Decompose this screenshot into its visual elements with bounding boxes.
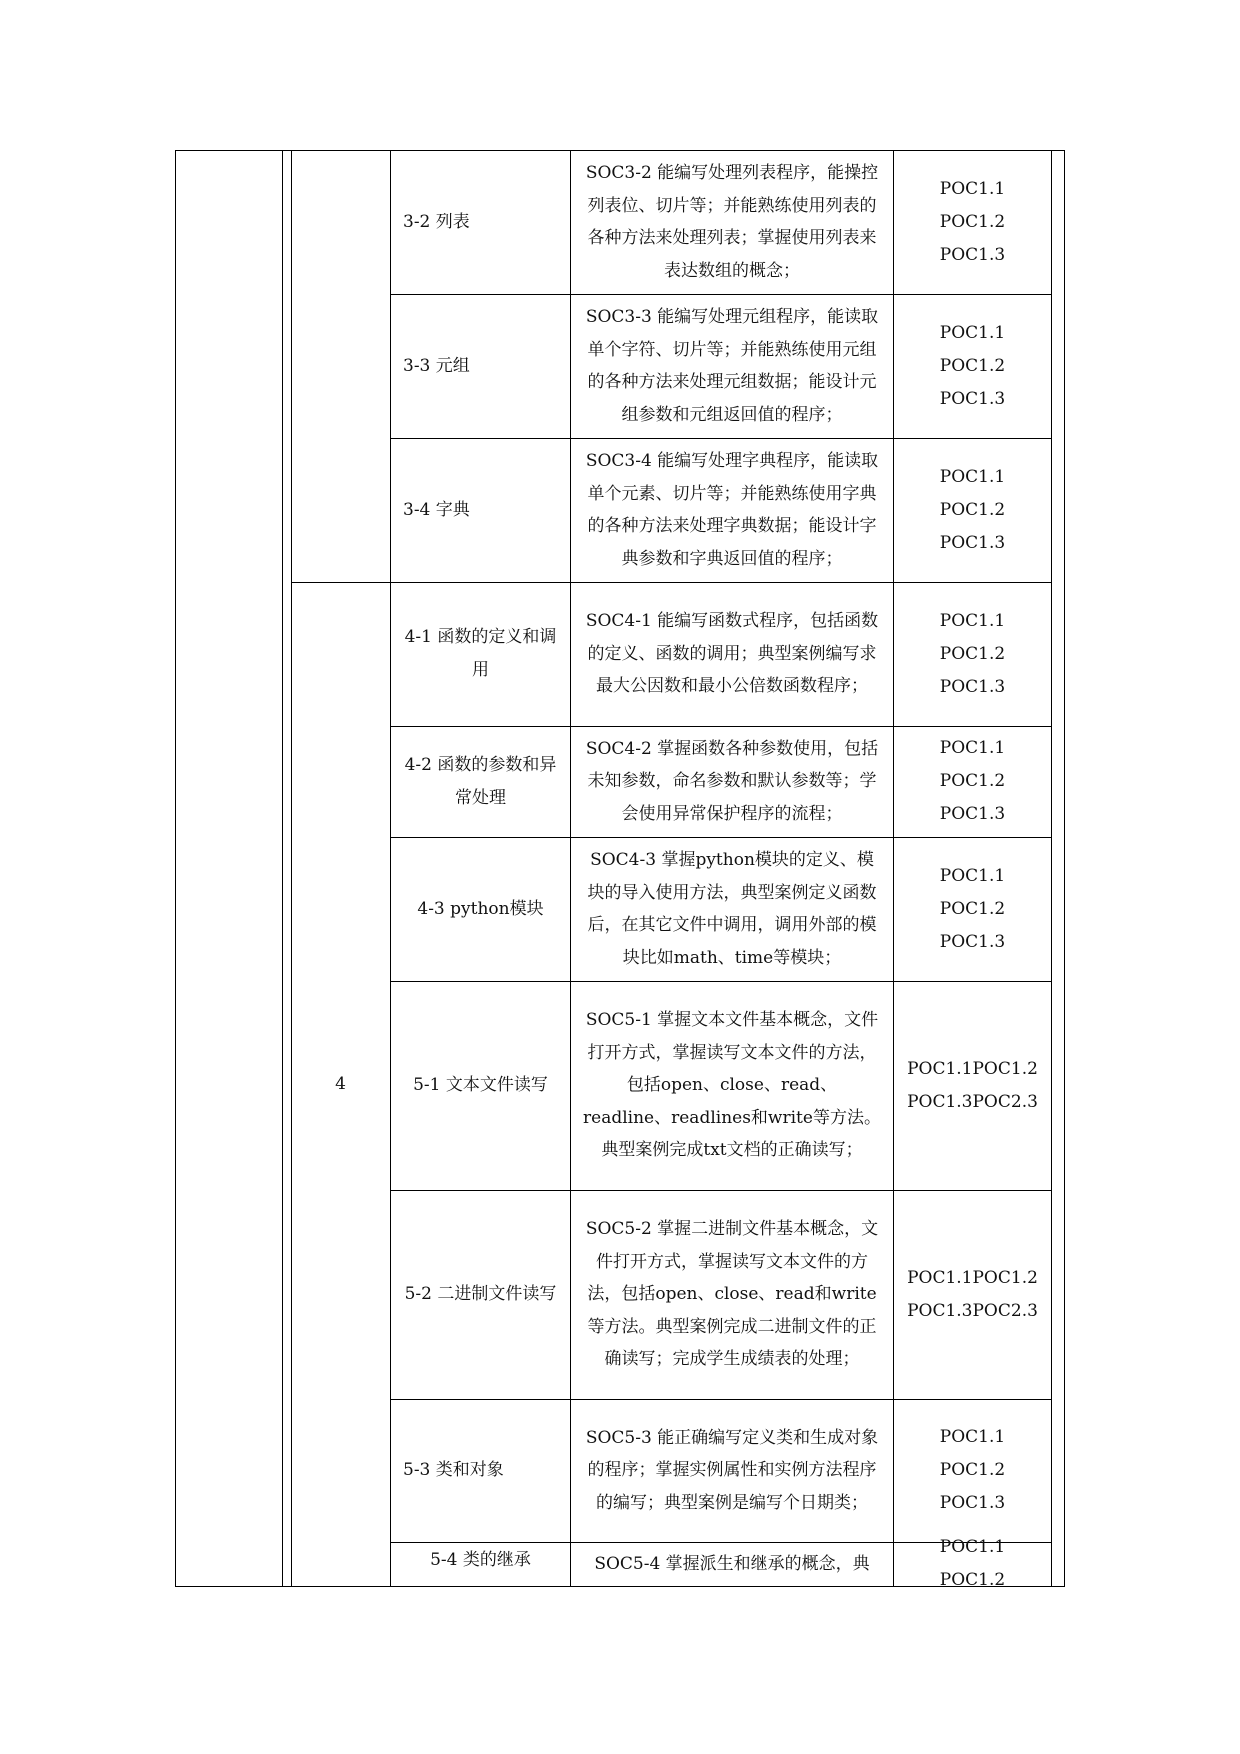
table-row-description: SOC4-1 能编写函数式程序，包括函数的定义、函数的调用；典型案例编写求最大公因数和最小公倍数函数程序； (585, 611, 879, 697)
table-row-outcomes: POC1.1POC1.2 POC1.3POC2.3 (907, 1058, 1038, 1112)
table-row-description: SOC3-2 能编写处理列表程序，能操控列表位、切片等；并能熟练使用列表的各种方法来处理列表；掌握使用列表来表达数组的概念； (585, 163, 879, 281)
table-row-description: SOC4-2 掌握函数各种参数使用，包括未知参数，命名参数和默认参数等；学会使用异常保护程序的流程； (585, 738, 879, 824)
table-row-outcomes: POC1.1 POC1.2 POC1.3 (939, 178, 1006, 265)
column-divider (1051, 150, 1052, 1587)
table-row-description: SOC5-3 能正确编写定义类和生成对象的程序；掌握实例属性和实例方法程序的编写；典型案例是编写个日期类； (585, 1427, 879, 1513)
table-row-name: 3-3 元组 (403, 355, 470, 376)
group-number: 4 (335, 1073, 346, 1094)
table-row-description: SOC5-1 掌握文本文件基本概念，文件打开方式，掌握读写文本文件的方法，包括open、close、read、readline、readlines和write等方法。典型案例完成txt文档的正确读写； (583, 1010, 881, 1161)
group-number-cell (291, 582, 390, 1586)
table-row-description: SOC5-4 掌握派生和继承的概念，典 (594, 1553, 870, 1574)
table-row-name: 5-3 类和对象 (403, 1460, 504, 1480)
table-row-outcomes: POC1.1 POC1.2 POC1.3 (939, 322, 1006, 409)
table-row-name: 5-2 二进制文件读写 (404, 1284, 557, 1304)
table-row-name: 4-1 函数的定义和调用 (404, 627, 557, 680)
table-row-description: SOC3-4 能编写处理字典程序，能读取单个元素、切片等；并能熟练使用字典的各种方法来处理字典数据；能设计字典参数和字典返回值的程序； (585, 451, 879, 569)
table-row-name: 5-1 文本文件读写 (413, 1075, 548, 1095)
table-row-name: 3-4 字典 (403, 499, 470, 520)
table-row-outcomes: POC1.1 POC1.2 POC1.3 (939, 466, 1006, 553)
table-row-description: SOC5-2 掌握二进制文件基本概念，文件打开方式，掌握读写文本文件的方法，包括open、close、read和write等方法。典型案例完成二进制文件的正确读写；完成学生成绩表的处理； (585, 1219, 879, 1370)
table-row-description: SOC4-3 掌握python模块的定义、模块的导入使用方法，典型案例定义函数后，在其它文件中调用，调用外部的模块比如math、time等模块； (587, 850, 877, 968)
table-row-name: 4-3 python模块 (417, 898, 544, 919)
table-row-outcomes: POC1.1 POC1.2 POC1.3 (939, 610, 1006, 697)
table-row-name: 4-2 函数的参数和异常处理 (404, 754, 557, 808)
table-row-name: 5-4 类的继承 (430, 1550, 531, 1570)
table-row-description: SOC3-3 能编写处理元组程序，能读取单个字符、切片等；并能熟练使用元组的各种方法来处理元组数据；能设计元组参数和元组返回值的程序； (585, 307, 879, 425)
table-right-border (1064, 150, 1065, 1587)
table-row-outcomes: POC1.1POC1.2 POC1.3POC2.3 (907, 1267, 1038, 1321)
table-left-border (175, 150, 176, 1587)
table-row-outcomes: POC1.1 POC1.2 POC1.3 (939, 738, 1006, 824)
table-row-outcomes: POC1.1 POC1.2 POC1.3 (939, 1427, 1006, 1513)
table-row-outcomes: POC1.1 POC1.2 POC1.3 (939, 865, 1006, 952)
table-row-outcomes: POC1.1 POC1.2 (939, 1537, 1006, 1590)
column-divider (282, 150, 283, 1587)
table-row-name: 3-2 列表 (403, 211, 470, 232)
